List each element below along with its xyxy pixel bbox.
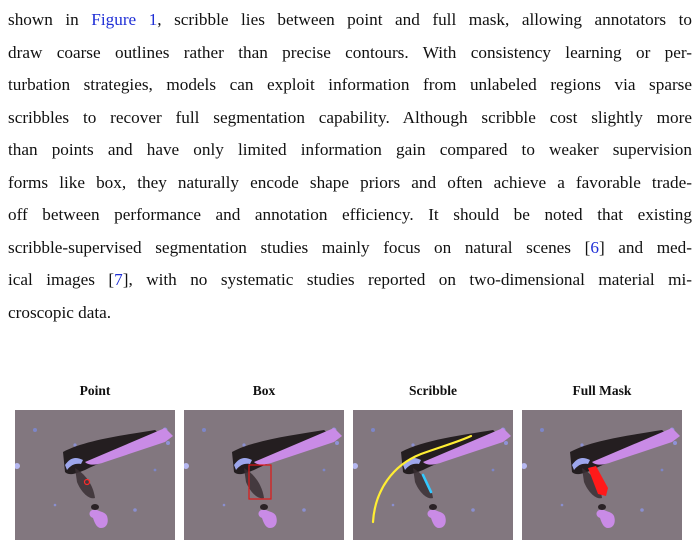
reference-link[interactable]: 7: [114, 270, 123, 289]
microscope-image-box: [184, 410, 344, 540]
microscope-image-point: [15, 410, 175, 540]
body-paragraph: [8, 4, 692, 329]
text-line: draw coarse outlines rather than precise contours. With consistency learning or per-: [8, 42, 692, 62]
text-line: off between performance and annotation efficiency. It should be noted that existing: [8, 205, 692, 224]
microscope-image-mask: [522, 410, 682, 540]
microscope-image-scribble: [353, 410, 513, 540]
panel-title: Full Mask: [572, 383, 632, 398]
panel-title: Box: [252, 383, 276, 398]
reference-link[interactable]: 6: [590, 237, 599, 257]
text-line: scribble-supervised segmentation studies mainly focus on natural scenes [6] and med-: [8, 237, 693, 257]
text-line: than points and have only limited information gain compared to weaker supervision: [8, 140, 692, 159]
text-line: scribbles to recover full segmentation capability. Although scribble cost slightly more: [8, 107, 692, 127]
text-line: turbation strategies, models can exploit information from unlabeled regions via sparse: [8, 75, 692, 94]
panel-point: [15, 380, 175, 402]
panel-box: [184, 380, 344, 402]
panel-full-mask: [522, 380, 682, 402]
panel-title: Point: [79, 383, 111, 398]
text-line: ical images [7], with no systematic studies reported on two-dimensional material mi-: [8, 270, 692, 289]
panel-scribble: [353, 380, 513, 402]
text-line: croscopic data.: [8, 302, 112, 322]
reference-link[interactable]: Figure 1: [91, 10, 158, 29]
text-line: shown in Figure 1, scribble lies between point and full mask, allowing annotators to: [8, 10, 692, 29]
panel-title: Scribble: [408, 383, 457, 398]
text-line: forms like box, they naturally encode shape priors and often achieve a favorable trade-: [8, 172, 692, 192]
